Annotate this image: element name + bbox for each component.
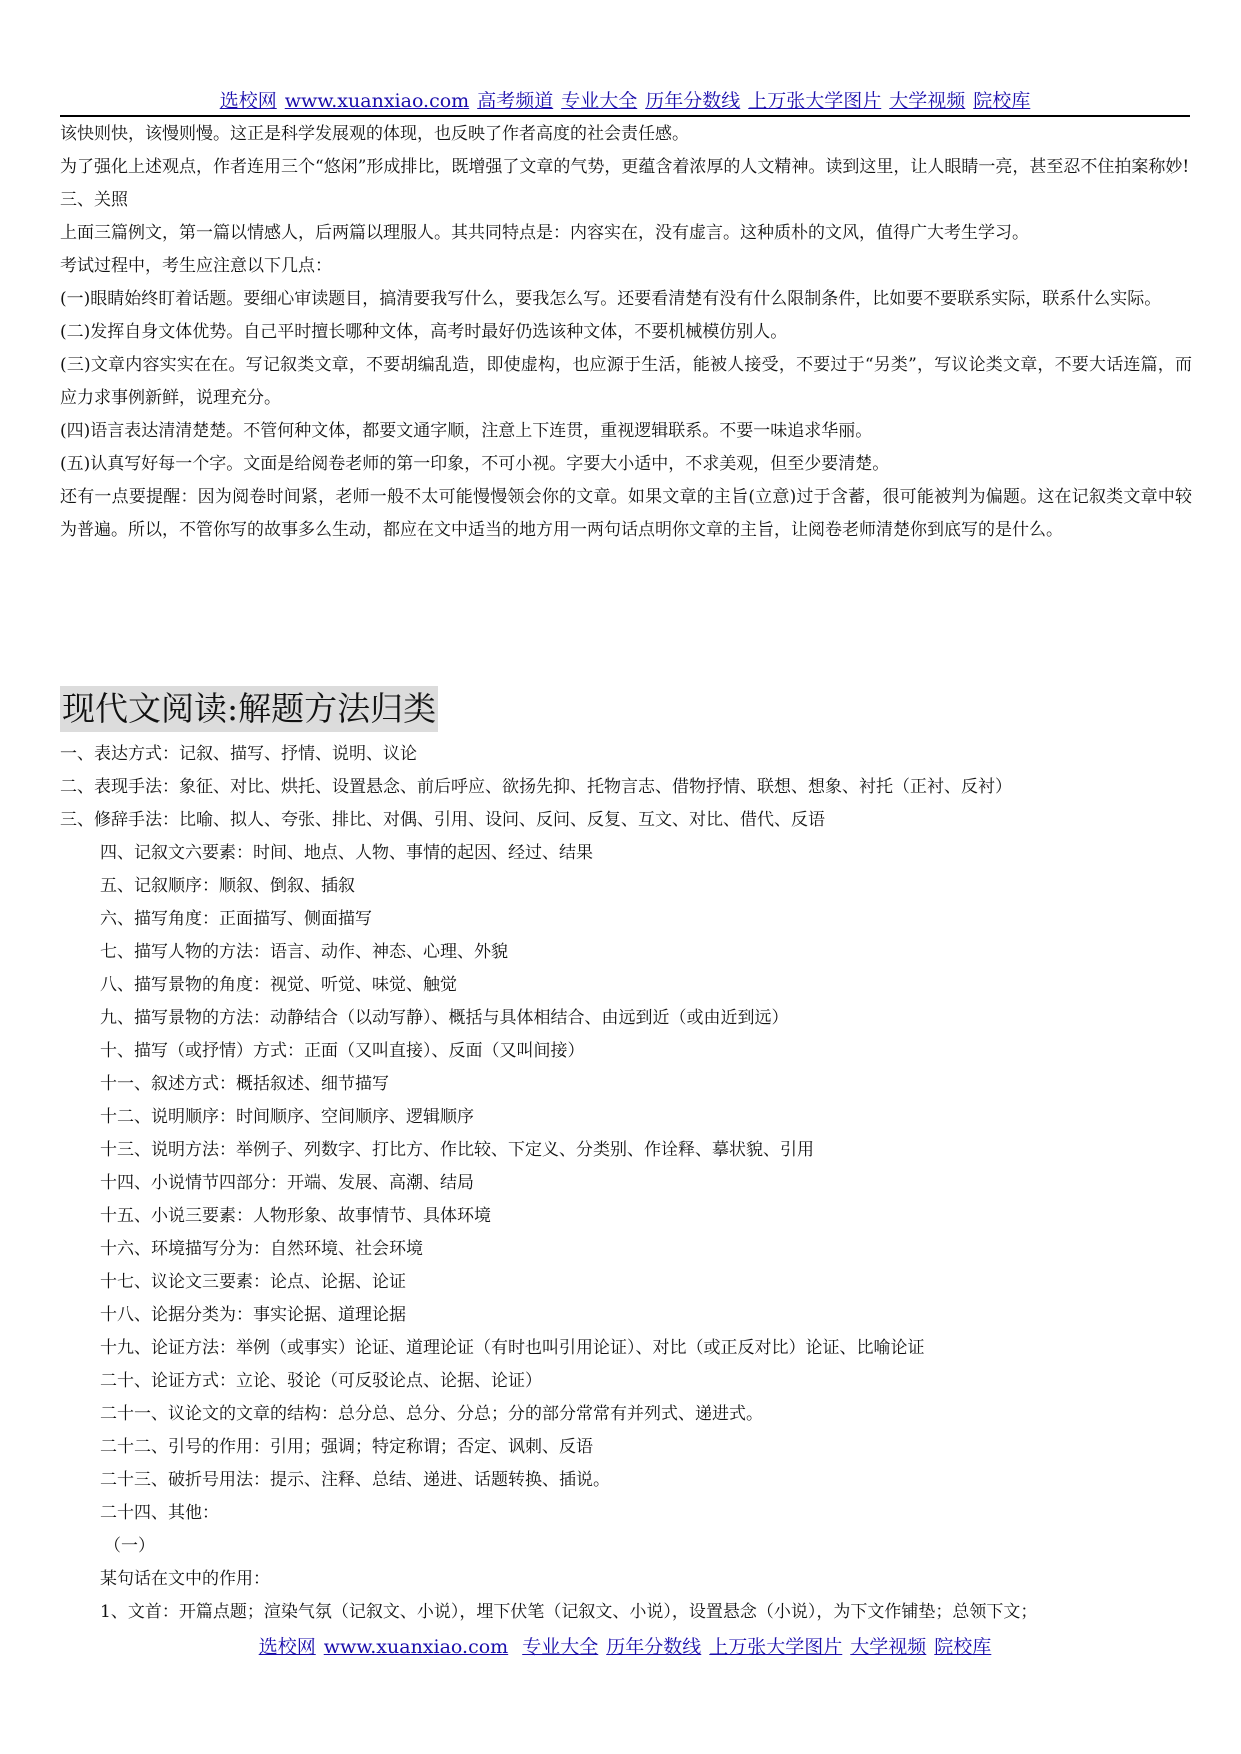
footer-link-videos[interactable]: 大学视频 [850,1636,927,1658]
list-item: 二十二、引号的作用：引用；强调；特定称谓；否定、讽刺、反语 [100,1437,593,1457]
paragraph: (四)语言表达清清楚楚。不管何种文体，都要文通字顺，注意上下连贯，重视逻辑联系。不要一味追求华丽。 [60,421,873,441]
list-item: 二十四、其他： [100,1503,219,1523]
list-item: 十七、议论文三要素：论点、论据、论证 [100,1272,406,1292]
header-link-scores[interactable]: 历年分数线 [645,90,741,112]
paragraph: 还有一点要提醒：因为阅卷时间紧，老师一般不太可能慢慢领会你的文章。如果文章的主旨(立意)过于含蓄，很可能被判为偏题。这在记叙类文章中较为普遍。所以，不管你写的故事多么生动，都应在文中适当的地方用一两句话点明你文章的主旨，让阅卷老师清楚你到底写的是什么。 [60,487,1192,540]
footer-nav [60,1634,1190,1660]
header-link-majors[interactable]: 专业大全 [561,90,638,112]
method-list [60,738,1190,1629]
list-item: 二十一、议论文的文章的结构：总分总、总分、分总；分的部分常常有并列式、递进式。 [100,1404,763,1424]
paragraph: 三、关照 [60,190,128,210]
list-item: 五、记叙顺序：顺叙、倒叙、插叙 [100,876,355,896]
header-divider [60,115,1190,117]
footer-link-website[interactable]: www.xuanxiao.com [323,1636,509,1658]
header-link-gaokao[interactable]: 高考频道 [477,90,554,112]
paragraph: 考试过程中，考生应注意以下几点： [60,256,332,276]
list-item: 十八、论据分类为：事实论据、道理论据 [100,1305,406,1325]
list-item: 十五、小说三要素：人物形象、故事情节、具体环境 [100,1206,491,1226]
paragraph: 该快则快，该慢则慢。这正是科学发展观的体现，也反映了作者高度的社会责任感。 [60,124,689,144]
list-item: 二、表现手法：象征、对比、烘托、设置悬念、前后呼应、欲扬先抑、托物言志、借物抒情、联想、想象、衬托（正衬、反衬） [60,777,1012,797]
list-item: 四、记叙文六要素：时间、地点、人物、事情的起因、经过、结果 [100,843,593,863]
header-link-photos[interactable]: 上万张大学图片 [748,90,882,112]
footer-link-scores[interactable]: 历年分数线 [606,1636,702,1658]
list-item: 七、描写人物的方法：语言、动作、神态、心理、外貌 [100,942,508,962]
list-item: 九、描写景物的方法：动静结合（以动写静）、概括与具体相结合、由远到近（或由近到远） [100,1008,789,1028]
list-item: （一） [104,1536,155,1556]
list-item: 二十、论证方式：立论、驳论（可反驳论点、论据、论证） [100,1371,542,1391]
footer-link-majors[interactable]: 专业大全 [522,1636,599,1658]
footer-link-schools[interactable]: 院校库 [934,1636,992,1658]
list-item: 十六、环境描写分为：自然环境、社会环境 [100,1239,423,1259]
paragraph: 上面三篇例文，第一篇以情感人，后两篇以理服人。其共同特点是：内容实在，没有虚言。这种质朴的文风，值得广大考生学习。 [60,223,1029,243]
footer-link-xuanxiao[interactable]: 选校网 [258,1636,316,1658]
body-text [60,118,1192,547]
header-link-videos[interactable]: 大学视频 [889,90,966,112]
header-link-xuanxiao[interactable]: 选校网 [219,90,277,112]
header-link-schools[interactable]: 院校库 [973,90,1031,112]
paragraph: (一)眼睛始终盯着话题。要细心审读题目，搞清要我写什么，要我怎么写。还要看清楚有没有什么限制条件，比如要不要联系实际，联系什么实际。 [60,289,1162,309]
list-item: 1、文首：开篇点题；渲染气氛（记叙文、小说），埋下伏笔（记叙文、小说），设置悬念（小说），为下文作铺垫；总领下文； [100,1602,1038,1622]
list-item: 十四、小说情节四部分：开端、发展、高潮、结局 [100,1173,474,1193]
footer-link-photos[interactable]: 上万张大学图片 [709,1636,843,1658]
list-item: 十一、叙述方式：概括叙述、细节描写 [100,1074,389,1094]
list-item: 六、描写角度：正面描写、侧面描写 [100,909,372,929]
list-item: 一、表达方式：记叙、描写、抒情、说明、议论 [60,744,417,764]
paragraph: (五)认真写好每一个字。文面是给阅卷老师的第一印象，不可小视。字要大小适中，不求美观，但至少要清楚。 [60,454,890,474]
paragraph: (二)发挥自身文体优势。自己平时擅长哪种文体，高考时最好仍选该种文体，不要机械模仿别人。 [60,322,788,342]
list-item: 十二、说明顺序：时间顺序、空间顺序、逻辑顺序 [100,1107,474,1127]
list-item: 二十三、破折号用法：提示、注释、总结、递进、话题转换、插说。 [100,1470,610,1490]
list-item: 三、修辞手法：比喻、拟人、夸张、排比、对偶、引用、设问、反问、反复、互文、对比、借代、反语 [60,810,825,830]
header-nav [60,88,1190,114]
section-title: 现代文阅读:解题方法归类 [60,686,438,732]
header-link-website[interactable]: www.xuanxiao.com [284,90,470,112]
list-item: 某句话在文中的作用： [100,1569,270,1589]
paragraph: 为了强化上述观点，作者连用三个“悠闲”形成排比，既增强了文章的气势，更蕴含着浓厚的人文精神。读到这里，让人眼睛一亮，甚至忍不住拍案称妙! [60,157,1190,177]
list-item: 十、描写（或抒情）方式：正面（又叫直接）、反面（又叫间接） [100,1041,585,1061]
paragraph: (三)文章内容实实在在。写记叙类文章，不要胡编乱造，即使虚构，也应源于生活，能被人接受，不要过于“另类”，写议论类文章，不要大话连篇，而应力求事例新鲜，说理充分。 [60,355,1192,408]
list-item: 十三、说明方法：举例子、列数字、打比方、作比较、下定义、分类别、作诠释、摹状貌、引用 [100,1140,814,1160]
list-item: 八、描写景物的角度：视觉、听觉、味觉、触觉 [100,975,457,995]
list-item: 十九、论证方法：举例（或事实）论证、道理论证（有时也叫引用论证）、对比（或正反对比）论证、比喻论证 [100,1338,925,1358]
